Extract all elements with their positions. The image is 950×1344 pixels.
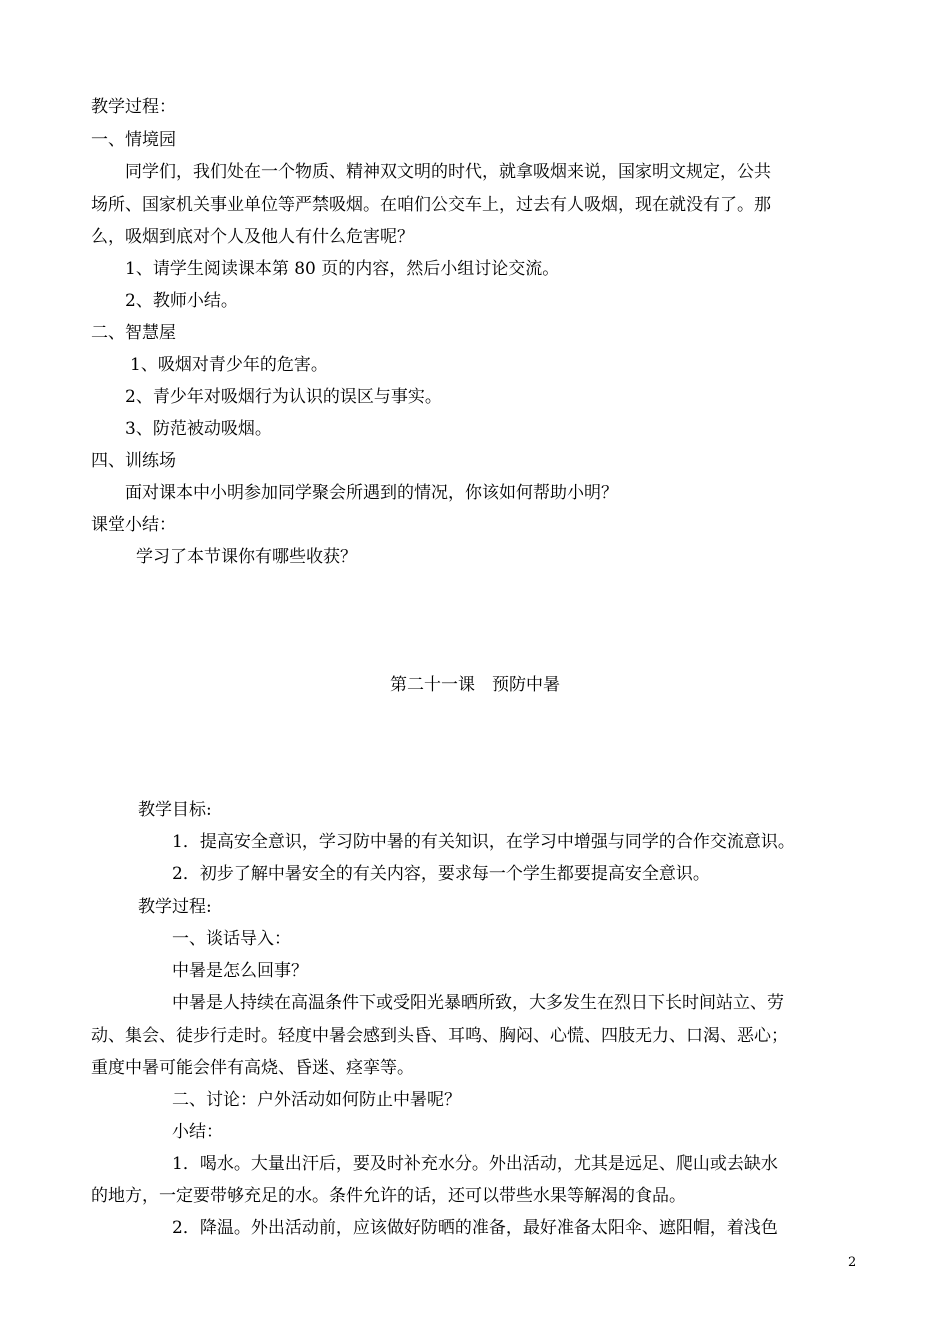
step-item: 2、教师小结。 xyxy=(125,291,238,311)
conclusion-title: 小结： xyxy=(172,1122,223,1142)
paragraph-line: 1．喝水。大量出汗后，要及时补充水分。外出活动，尤其是远足、爬山或去缺水 xyxy=(172,1154,778,1174)
paragraph-line: 场所、国家机关事业单位等严禁吸烟。在咱们公交车上，过去有人吸烟，现在就没有了。那 xyxy=(91,195,771,215)
part1-title: 一、情境园 xyxy=(91,130,176,150)
goal-item: 1．提高安全意识，学习防中暑的有关知识，在学习中增强与同学的合作交流意识。 xyxy=(172,832,795,852)
paragraph-line: 中暑是人持续在高温条件下或受阳光暴晒所致，大多发生在烈日下长时间站立、劳 xyxy=(172,993,784,1013)
paragraph-line: 的地方，一定要带够充足的水。条件允许的话，还可以带些水果等解渴的食品。 xyxy=(91,1186,686,1206)
summary-title: 课堂小结： xyxy=(91,515,176,535)
list-item: 2、青少年对吸烟行为认识的误区与事实。 xyxy=(125,387,442,407)
part2-title: 二、智慧屋 xyxy=(91,323,176,343)
goals-title: 教学目标: xyxy=(138,800,212,820)
paragraph-line: 2．降温。外出活动前，应该做好防晒的准备，最好准备太阳伞、遮阳帽，着浅色 xyxy=(172,1218,778,1238)
list-item: 1、吸烟对青少年的危害。 xyxy=(130,355,328,375)
section-heading: 教学过程： xyxy=(91,97,176,117)
step-item: 1、请学生阅读课本第 80 页的内容，然后小组讨论交流。 xyxy=(125,259,560,279)
paragraph-line: 么，吸烟到底对个人及他人有什么危害呢？ xyxy=(91,227,414,247)
goal-item: 2．初步了解中暑安全的有关内容，要求每一个学生都要提高安全意识。 xyxy=(172,864,710,884)
list-item: 3、防范被动吸烟。 xyxy=(125,419,272,439)
paragraph-line: 重度中暑可能会伴有高烧、昏迷、痉挛等。 xyxy=(91,1058,414,1078)
question-text: 中暑是怎么回事？ xyxy=(172,961,308,981)
process-title: 教学过程: xyxy=(138,897,212,917)
paragraph-line: 动、集会、徒步行走时。轻度中暑会感到头昏、耳鸣、胸闷、心慌、四肢无力、口渴、恶心； xyxy=(91,1026,788,1046)
page-number: 2 xyxy=(848,1255,857,1270)
intro-title: 一、谈话导入： xyxy=(172,929,291,949)
paragraph-line: 同学们，我们处在一个物质、精神双文明的时代，就拿吸烟来说，国家明文规定，公共 xyxy=(125,162,771,182)
discussion-title: 二、讨论：户外活动如何防止中暑呢？ xyxy=(172,1090,461,1110)
summary-text: 学习了本节课你有哪些收获？ xyxy=(136,547,357,567)
part4-title: 四、训练场 xyxy=(91,451,176,471)
paragraph-line: 面对课本中小明参加同学聚会所遇到的情况，你该如何帮助小明？ xyxy=(125,483,618,503)
lesson-title: 第二十一课 预防中暑 xyxy=(390,675,560,695)
